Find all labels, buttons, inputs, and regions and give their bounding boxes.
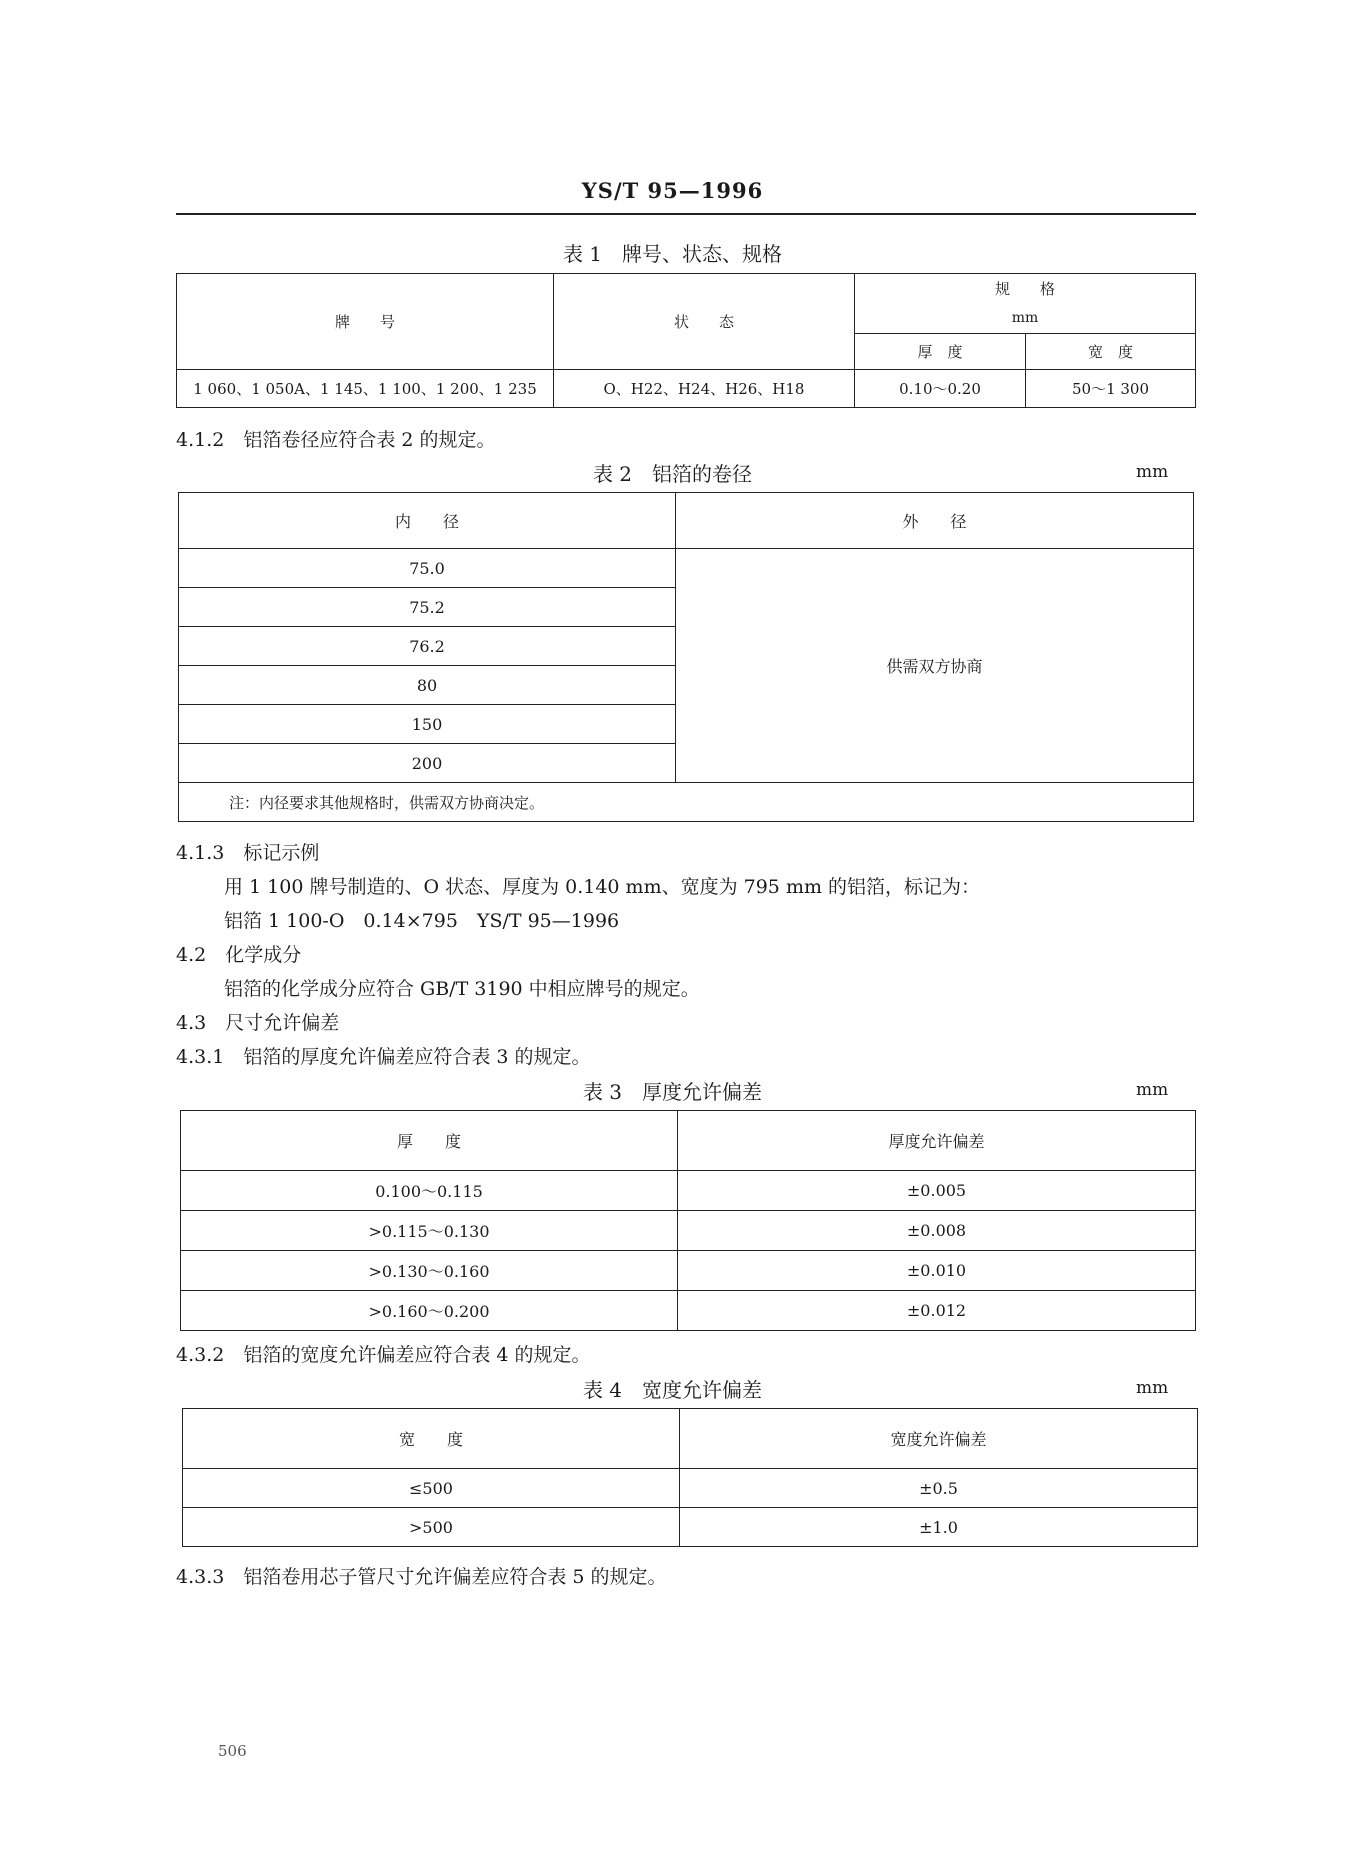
table3-unit: mm xyxy=(1136,1080,1169,1100)
table2-inner-value: 75.0 xyxy=(179,549,676,588)
table4-unit: mm xyxy=(1136,1378,1169,1398)
table2-inner-value: 200 xyxy=(179,744,676,783)
table4 xyxy=(182,1408,1198,1547)
table1-caption: 表 1 牌号、状态、规格 xyxy=(562,242,783,266)
table1-header-temper: 状 态 xyxy=(554,274,855,370)
table4-caption: 表 4 宽度允许偏差 xyxy=(582,1378,763,1402)
table3-cell-range: 0.100～0.115 xyxy=(181,1171,678,1211)
table1 xyxy=(176,273,1196,408)
table1-header-width: 宽 度 xyxy=(1026,334,1196,370)
table-row xyxy=(177,370,1196,408)
table-row xyxy=(183,1508,1198,1547)
table4-header-tolerance: 宽度允许偏差 xyxy=(680,1409,1198,1469)
page-number: 506 xyxy=(218,1742,247,1760)
table1-header-spec: 规 格 xyxy=(855,274,1196,304)
table4-header-width: 宽 度 xyxy=(183,1409,680,1469)
table2-inner-value: 75.2 xyxy=(179,588,676,627)
table3-cell-tolerance: ±0.012 xyxy=(678,1291,1196,1331)
table1-cell-thickness: 0.10～0.20 xyxy=(855,370,1026,408)
table2-note: 注：内径要求其他规格时，供需双方协商决定。 xyxy=(179,783,1194,822)
table1-header-spec-unit: mm xyxy=(855,304,1196,334)
table4-cell-range: >500 xyxy=(183,1508,680,1547)
section-4-3-3: 4.3.3 铝箔卷用芯子管尺寸允许偏差应符合表 5 的规定。 xyxy=(176,1566,667,1588)
table1-header-grade: 牌 号 xyxy=(177,274,554,370)
table2-caption: 表 2 铝箔的卷径 xyxy=(592,462,753,486)
section-4-1-3-heading: 4.1.3 标记示例 xyxy=(176,842,320,864)
table2-outer-value: 供需双方协商 xyxy=(676,549,1194,783)
table4-cell-tolerance: ±1.0 xyxy=(680,1508,1198,1547)
table3-cell-tolerance: ±0.008 xyxy=(678,1211,1196,1251)
section-4-3-2: 4.3.2 铝箔的宽度允许偏差应符合表 4 的规定。 xyxy=(176,1344,591,1366)
section-4-3-heading: 4.3 尺寸允许偏差 xyxy=(176,1012,340,1034)
table1-cell-temper: O、H22、H24、H26、H18 xyxy=(554,370,855,408)
table-row xyxy=(183,1469,1198,1508)
table-row xyxy=(181,1251,1196,1291)
section-4-2-heading: 4.2 化学成分 xyxy=(176,944,302,966)
table1-cell-grade: 1 060、1 050A、1 145、1 100、1 200、1 235 xyxy=(177,370,554,408)
table3-cell-tolerance: ±0.005 xyxy=(678,1171,1196,1211)
table3-cell-range: >0.115～0.130 xyxy=(181,1211,678,1251)
table2 xyxy=(178,492,1194,822)
table3 xyxy=(180,1110,1196,1331)
table2-header-outer: 外 径 xyxy=(676,493,1194,549)
table3-caption: 表 3 厚度允许偏差 xyxy=(582,1080,763,1104)
table-row xyxy=(181,1211,1196,1251)
table2-inner-value: 80 xyxy=(179,666,676,705)
table4-cell-tolerance: ±0.5 xyxy=(680,1469,1198,1508)
section-4-2-body: 铝箔的化学成分应符合 GB/T 3190 中相应牌号的规定。 xyxy=(224,978,700,1000)
table3-cell-range: >0.160～0.200 xyxy=(181,1291,678,1331)
table3-header-thickness: 厚 度 xyxy=(181,1111,678,1171)
table1-header-thickness: 厚 度 xyxy=(855,334,1026,370)
header-rule xyxy=(176,213,1196,215)
section-4-1-3-line1: 用 1 100 牌号制造的、O 状态、厚度为 0.140 mm、宽度为 795 mm 的铝箔，标记为： xyxy=(224,876,981,898)
section-4-1-2: 4.1.2 铝箔卷径应符合表 2 的规定。 xyxy=(176,429,496,451)
table2-inner-value: 150 xyxy=(179,705,676,744)
table2-header-inner: 内 径 xyxy=(179,493,676,549)
table4-cell-range: ≤500 xyxy=(183,1469,680,1508)
table1-cell-width: 50～1 300 xyxy=(1026,370,1196,408)
table-row xyxy=(181,1291,1196,1331)
section-4-3-1: 4.3.1 铝箔的厚度允许偏差应符合表 3 的规定。 xyxy=(176,1046,591,1068)
table3-cell-tolerance: ±0.010 xyxy=(678,1251,1196,1291)
table-row xyxy=(179,549,1194,588)
table3-cell-range: >0.130～0.160 xyxy=(181,1251,678,1291)
table2-inner-value: 76.2 xyxy=(179,627,676,666)
table2-unit: mm xyxy=(1136,462,1169,482)
document-header-title: YS/T 95—1996 xyxy=(581,178,764,203)
table-row xyxy=(181,1171,1196,1211)
table3-header-tolerance: 厚度允许偏差 xyxy=(678,1111,1196,1171)
section-4-1-3-line2: 铝箔 1 100-O 0.14×795 YS/T 95—1996 xyxy=(224,910,620,932)
